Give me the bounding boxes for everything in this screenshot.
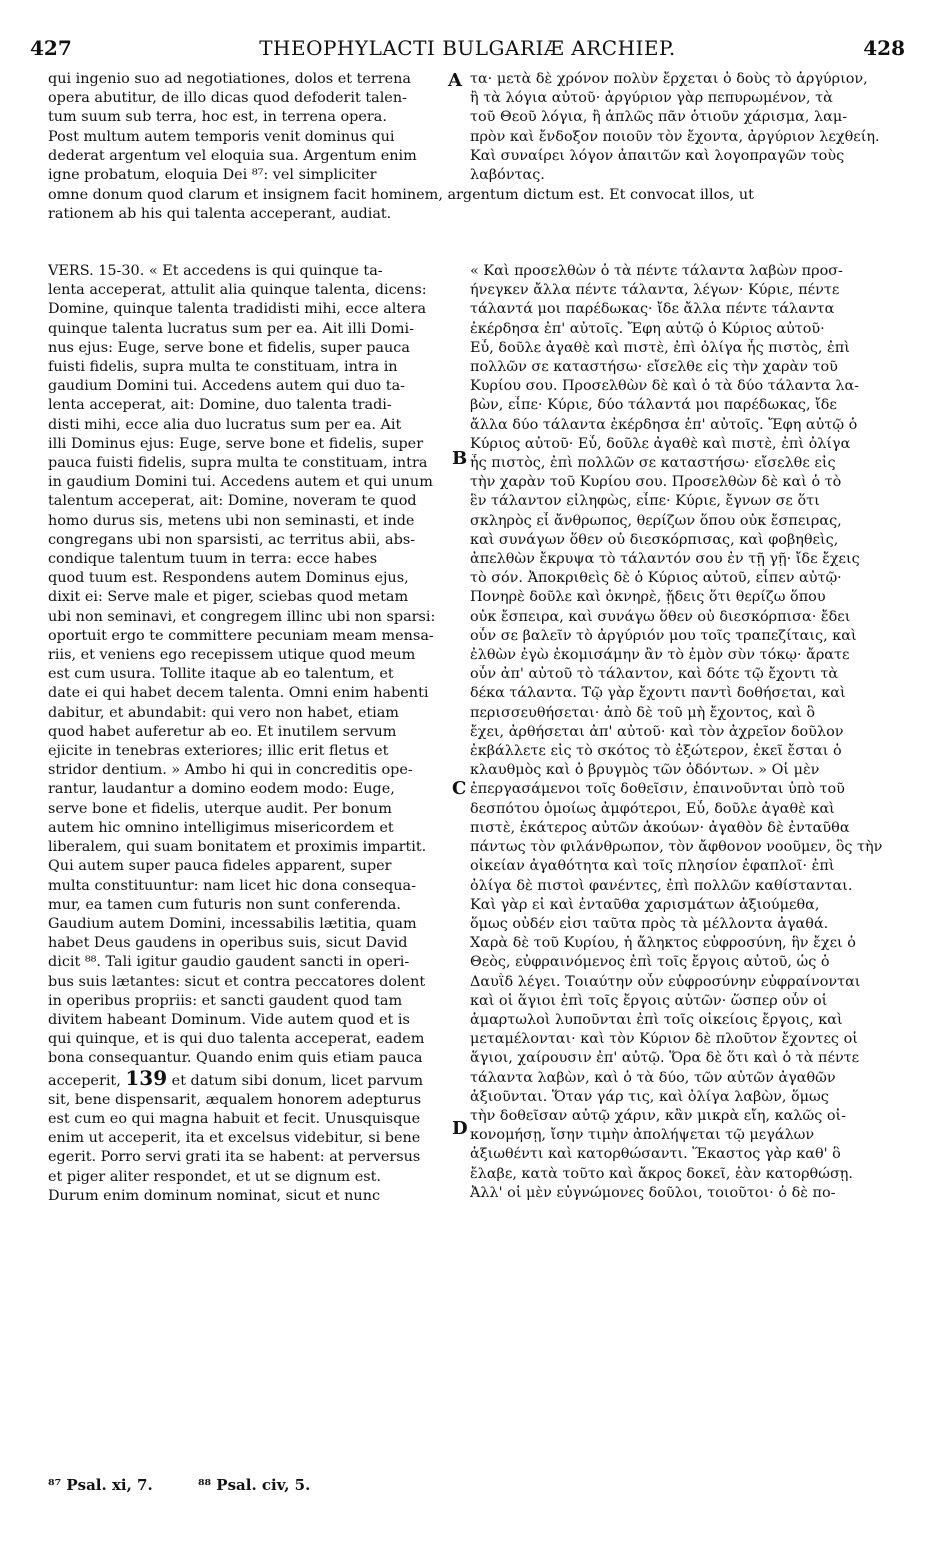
text-line: ἔχει, ἀρθήσεται ἀπ' αὐτοῦ· καὶ τὸν ἀχρεῖον δοῦλον: [470, 723, 844, 740]
text-line: ἀξιωθέντι καὶ κατορθώσαντι. Ἕκαστος γὰρ καθ' ὃ: [470, 1146, 841, 1163]
footnotes: [48, 1476, 350, 1494]
text-line: dixit ei: Serve male et piger, sciebas quod metam: [48, 589, 409, 606]
text-line: οὖν ἀπ' αὐτοῦ τὸ τάλαντον, καὶ δότε τῷ ἔχοντι τὰ: [470, 666, 839, 683]
text-line: rantur, laudantur a domino eodem modo: Euge,: [48, 781, 395, 798]
text-line: talentum acceperat, ait: Domine, noveram te quod: [48, 493, 417, 510]
text-line: dederat argentum vel eloquia sua. Argentum enim: [48, 147, 417, 164]
text-line: τάλαντα λαβὼν, καὶ ὁ τὰ δύο, τῶν αὐτῶν ἀγαθῶν: [470, 1069, 836, 1086]
text-line: ἀπελθὼν ἔκρυψα τὸ τάλαντόν σου ἐν τῇ γῇ· ἴδε ἔχεις: [470, 551, 860, 568]
text-line: ἐπεργασάμενοι τοῖς δοθεῖσιν, ἐπαινοῦνται ὑπὸ τοῦ: [470, 781, 845, 798]
text-line: ἓν τάλαντον εἰληφὼς, εἶπε· Κύριε, ἔγνων σε ὅτι: [470, 493, 820, 510]
text-line: Καὶ γὰρ εἰ καὶ ἐνταῦθα χαρισμάτων ἀξιούμεθα,: [470, 896, 820, 913]
text-line: πιστὲ, ἑκάτερος αὐτῶν ἀκούων· ἀγαθὸν δὲ ἐνταῦθα: [470, 819, 850, 836]
text-line: et piger aliter respondet, et ut se dignum est.: [48, 1168, 382, 1185]
text-line: qui ingenio suo ad negotiationes, dolos et terrena: [48, 71, 412, 87]
text-line: acceperit, 139 et datum sibi donum, licet parvum: [48, 1069, 443, 1091]
text-line: Πονηρὲ δοῦλε καὶ ὀκνηρὲ, ᾔδεις ὅτι θερίζω ὅπου: [470, 589, 826, 606]
text-line: λαβόντας.: [470, 167, 545, 184]
text-line: bus suis lætantes: sicut et contra peccatores dolent: [48, 973, 426, 990]
text-line: Κύριος αὐτοῦ· Εὖ, δοῦλε ἀγαθὲ καὶ πιστὲ, ἐπὶ ὀλίγα: [470, 435, 851, 452]
text-line: Durum enim dominum nominat, sicut et nunc: [48, 1187, 381, 1204]
text-line: ἔλαβε, κατὰ τοῦτο καὶ ἄκρος δοκεῖ, ἐὰν κατορθώσῃ.: [470, 1165, 853, 1182]
text-line: Εὖ, δοῦλε ἀγαθὲ καὶ πιστὲ, ἐπὶ ὀλίγα ἦς πιστὸς, ἐπὶ: [470, 339, 850, 356]
text-line: VERS. 15-30. « Et accedens is qui quinque ta-: [48, 263, 383, 279]
text-line: dicit ⁸⁸. Tali igitur gaudio gaudent sancti in operi-: [48, 954, 410, 971]
text-line: δεσπότου ὁμοίως ἀμφότεροι, Εὖ, δοῦλε ἀγαθὲ καὶ: [470, 800, 835, 817]
text-line: est cum usura. Tollite itaque ab eo talentum, et: [48, 666, 394, 683]
text-line: liberalem, qui suam bonitatem et proximis impartit.: [48, 839, 427, 856]
text-line: οὖν σε βαλεῖν τὸ ἀργύριόν μου τοῖς τραπεζίταις, καὶ: [470, 627, 857, 644]
text-line: rationem ab his qui talenta acceperant, audiat.: [48, 206, 392, 223]
text-line: ejicite in tenebras exteriores; illic erit fletus et: [48, 743, 389, 760]
text-line: κλαυθμὸς καὶ ὁ βρυγμὸς τῶν ὀδόντων. » Οἱ μὲν: [470, 762, 820, 779]
text-line: quod habet auferetur ab eo. Et inutilem servum: [48, 723, 397, 740]
text-line: qui quinque, et is qui duo talenta acceperat, eadem: [48, 1031, 425, 1048]
text-line: τὴν δοθεῖσαν αὐτῷ χάριν, κἂν μικρὰ εἴη, καλῶς οἰ-: [470, 1107, 847, 1124]
text-line: περισσευθήσεται· ἀπὸ δὲ τοῦ μὴ ἔχοντος, καὶ ὃ: [470, 704, 816, 721]
text-line: autem hic omnino intelligimus misericordem et: [48, 819, 394, 836]
text-line: multa constituuntur: nam licet hic dona consequa-: [48, 877, 416, 894]
margin-marker-a: A: [448, 70, 462, 91]
footnote-87: ⁸⁷ Psal. xi, 7.: [48, 1476, 153, 1494]
text-line: Qui autem super pauca fideles apparent, super: [48, 858, 392, 875]
text-line: δέκα τάλαντα. Τῷ γὰρ ἔχοντι παντὶ δοθήσεται, καὶ: [470, 685, 846, 702]
margin-marker-d: D: [452, 1118, 468, 1139]
text-line: ἁμαρτωλοὶ λυποῦνται ἐπὶ τοῖς οἰκείοις ἔργοις, καὶ: [470, 1011, 843, 1028]
text-line: tum suum sub terra, hoc est, in terrena opera.: [48, 109, 387, 126]
text-line: πρὸν καὶ ἔνδοξον ποιοῦν τὸν ἔχοντα, ἀργύριον λεχθείη.: [470, 128, 880, 145]
text-line: congregans ubi non sparsisti, ac territus abii, abs-: [48, 531, 416, 548]
text-line: date ei qui habet decem talenta. Omni enim habenti: [48, 685, 429, 702]
text-line: lenta acceperat, ait: Domine, duo talenta tradi-: [48, 397, 392, 414]
text-line: καὶ συνάγων ὅθεν οὐ διεσκόρπισας, καὶ φοβηθεὶς,: [470, 531, 839, 548]
text-line: Καὶ συναίρει λόγον ἀπαιτῶν καὶ λογοπραγῶν τοὺς: [470, 147, 845, 164]
text-line: τα· μετὰ δὲ χρόνον πολὺν ἔρχεται ὁ δοὺς τὸ ἀργύριον,: [470, 71, 868, 87]
text-line: πολλῶν σε καταστήσω· εἴσελθε εἰς τὴν χαρὰν τοῦ: [470, 359, 838, 376]
text-line: ἦς πιστὸς, ἐπὶ πολλῶν σε καταστήσω· εἴσελθε εἰς: [470, 455, 836, 472]
text-line: Δαυῒδ λέγει. Τοιαύτην οὖν εὐφροσύνην εὐφραίνονται: [470, 973, 861, 990]
text-line: omne donum quod clarum et insignem facit hominem, argentum dictum est. Et convocat illos, ut: [48, 187, 754, 203]
text-line: egerit. Porro servi grati ita se habent: at perversus: [48, 1149, 421, 1166]
text-line: serve bone et fidelis, uterque audit. Per bonum: [48, 800, 392, 817]
page-header: [30, 36, 905, 66]
text-line: τὴν χαρὰν τοῦ Κυρίου σου. Προσελθὼν δὲ καὶ ὁ τὸ: [470, 474, 842, 491]
text-line: quod tuum est. Respondens autem Dominus ejus,: [48, 570, 409, 587]
text-line: Ἀλλ' οἱ μὲν εὐγνώμονες δοῦλοι, τοιοῦτοι· ὁ δὲ πο-: [470, 1184, 836, 1201]
inline-page-number: 139: [125, 1068, 168, 1090]
text-line: οὐκ ἔσπειρα, καὶ συνάγω ὅθεν οὐ διεσκόρπισα· ἔδει: [470, 608, 851, 625]
text-line: ἀξιοῦνται. Ὅταν γάρ τις, καὶ ὀλίγα λαβὼν, ὅμως: [470, 1088, 829, 1105]
text-line: enim ut acceperit, ita et excelsus videbitur, si bene: [48, 1130, 421, 1147]
text-line: ubi non seminavi, et congregem illinc ubi non sparsi:: [48, 608, 436, 625]
text-line: nus ejus: Euge, serve bone et fidelis, super pauca: [48, 339, 410, 356]
text-line: habet Deus gaudens in operibus suis, sicut David: [48, 935, 408, 952]
full-width-lines: [48, 186, 893, 224]
latin-column-top: [48, 70, 443, 185]
text-line: Domine, quinque talenta tradidisti mihi, ecce altera: [48, 301, 427, 318]
greek-column-body: [470, 262, 890, 1203]
text-line: bona consequantur. Quando enim quis etiam pauca: [48, 1050, 423, 1067]
text-line: μεταμέλονται· καὶ τὸν Κύριον δὲ πλοῦτον ἔχοντες οἱ: [470, 1031, 858, 1048]
text-line: condique talentum tuum in terra: ecce habes: [48, 551, 378, 568]
text-line: lenta acceperat, attulit alia quinque talenta, dicens:: [48, 282, 427, 299]
text-line: ἐκέρδησα ἐπ' αὐτοῖς. Ἔφη αὐτῷ ὁ Κύριος αὐτοῦ·: [470, 320, 825, 337]
text-line: ἢ τὰ λόγια αὐτοῦ· ἀργύριον γὰρ πεπυρωμένον, τὰ: [470, 90, 833, 107]
text-line: ἅγιοι, χαίρουσιν ἐπ' αὐτῷ. Ὅρα δὲ ὅτι καὶ ὁ τὰ πέντε: [470, 1050, 860, 1067]
text-line: dabitur, et abundabit: qui vero non habet, etiam: [48, 704, 399, 721]
text-line: τάλαντά μοι παρέδωκας· ἴδε ἄλλα πέντε τάλαντα: [470, 301, 835, 318]
text-line: ὅμως οὐδέν εἰσι ταῦτα πρὸς τὰ μέλλοντα ἀγαθά.: [470, 915, 829, 932]
text-line: οἰκείαν ἀγαθότητα καὶ τοῖς πλησίον ἐφαπλοῖ· ἐπὶ: [470, 858, 835, 875]
text-line: disti mihi, ecce alia duo lucratus sum per ea. Ait: [48, 416, 402, 433]
text-line: gaudium Domini tui. Accedens autem qui duo ta-: [48, 378, 406, 395]
text-line: καὶ οἱ ἅγιοι ἐπὶ τοῖς ἔργοις αὐτῶν· ὥσπερ οὖν οἱ: [470, 992, 828, 1009]
text-line: Post multum autem temporis venit dominus qui: [48, 128, 395, 145]
text-line: in operibus propriis: et sancti gaudent quod tam: [48, 992, 403, 1009]
text-line: πάντως τὸν φιλάνθρωπον, τὸν ἄφθονον νοοῦμεν, ὃς τὴν: [470, 839, 883, 856]
margin-marker-c: C: [452, 778, 467, 799]
footnote-88: ⁸⁸ Psal. civ, 5.: [197, 1476, 311, 1494]
page-number-right: 428: [863, 36, 905, 60]
text-line: igne probatum, eloquia Dei ⁸⁷: vel simpliciter: [48, 167, 377, 184]
text-line: in gaudium Domini tui. Accedens autem et qui unum: [48, 474, 433, 491]
greek-column-top: [470, 70, 890, 185]
text-line: illi Dominus ejus: Euge, serve bone et fidelis, super: [48, 435, 424, 452]
running-title: THEOPHYLACTI BULGARIÆ ARCHIEP.: [259, 36, 676, 60]
text-line: pauca fuisti fidelis, supra multa te constituam, intra: [48, 455, 428, 472]
text-line: sit, bene dispensarit, æqualem honorem adepturus: [48, 1091, 422, 1108]
text-line: oportuit ergo te committere pecuniam meam mensa-: [48, 627, 434, 644]
margin-marker-b: B: [452, 448, 468, 469]
text-line: Gaudium autem Domini, incessabilis lætitia, quam: [48, 915, 417, 932]
text-line: Θεὸς, εὐφραινόμενος ἐπὶ τοῖς ἔργοις αὐτοῦ, ὡς ὁ: [470, 954, 830, 971]
latin-column-body: [48, 262, 443, 1206]
text-line: divitem habeant Dominum. Vide autem quod et is: [48, 1011, 410, 1028]
text-line: τοῦ Θεοῦ λόγια, ἢ ἁπλῶς πᾶν ὁτιοῦν χάρισμα, λαμ-: [470, 109, 848, 126]
text-line: opera abutitur, de illo dicas quod defoderit talen-: [48, 90, 407, 107]
text-line: βὼν, εἶπε· Κύριε, δύο τάλαντά μοι παρέδωκας, ἴδε: [470, 397, 837, 414]
text-line: ὀλίγα δὲ πιστοὶ φανέντες, ἐπὶ πολλῶν καθίστανται.: [470, 877, 853, 894]
text-line: κονομήσῃ, ἴσην τιμὴν ἀπολήψεται τῷ μεγάλων: [470, 1127, 815, 1144]
text-line: Κυρίου σου. Προσελθὼν δὲ καὶ ὁ τὰ δύο τάλαντα λα-: [470, 378, 860, 395]
text-line: τὸ σόν. Ἀποκριθεὶς δὲ ὁ Κύριος αὐτοῦ, εἶπεν αὐτῷ·: [470, 570, 842, 587]
text-line: est cum eo qui magna habuit et fecit. Unusquisque: [48, 1110, 421, 1127]
text-line: riis, et veniens ego recepissem utique quod meum: [48, 647, 416, 664]
text-line: « Καὶ προσελθὼν ὁ τὰ πέντε τάλαντα λαβὼν προσ-: [470, 263, 843, 279]
text-line: homo durus sis, metens ubi non seminasti, et inde: [48, 512, 415, 529]
text-line: ήνεγκεν ἄλλα πέντε τάλαντα, λέγων· Κύριε, πέντε: [470, 282, 840, 299]
text-line: Χαρὰ δὲ τοῦ Κυρίου, ἡ ἄληκτος εὐφροσύνη, ἣν ἔχει ὁ: [470, 935, 856, 952]
page-number-left: 427: [30, 36, 72, 60]
text-line: σκληρὸς εἶ ἄνθρωπος, θερίζων ὅπου οὐκ ἔσπειρας,: [470, 512, 842, 529]
text-line: quinque talenta lucratus sum per ea. Ait illi Domi-: [48, 320, 414, 337]
text-line: ἐλθὼν ἐγὼ ἐκομισάμην ἂν τὸ ἐμὸν σὺν τόκῳ· ἄρατε: [470, 647, 850, 664]
text-line: stridor dentium. » Ambo hi qui in concreditis ope-: [48, 762, 413, 779]
text-line: fuisti fidelis, supra multa te constituam, intra in: [48, 359, 398, 376]
text-line: ἐκβάλλετε εἰς τὸ σκότος τὸ ἐξώτερον, ἐκεῖ ἔσται ὁ: [470, 743, 842, 760]
text-line: ἄλλα δύο τάλαντα ἐκέρδησα ἐπ' αὐτοῖς. Ἔφη αὐτῷ ὁ: [470, 416, 858, 433]
text-line: mur, ea tamen cum futuris non sunt conferenda.: [48, 896, 401, 913]
